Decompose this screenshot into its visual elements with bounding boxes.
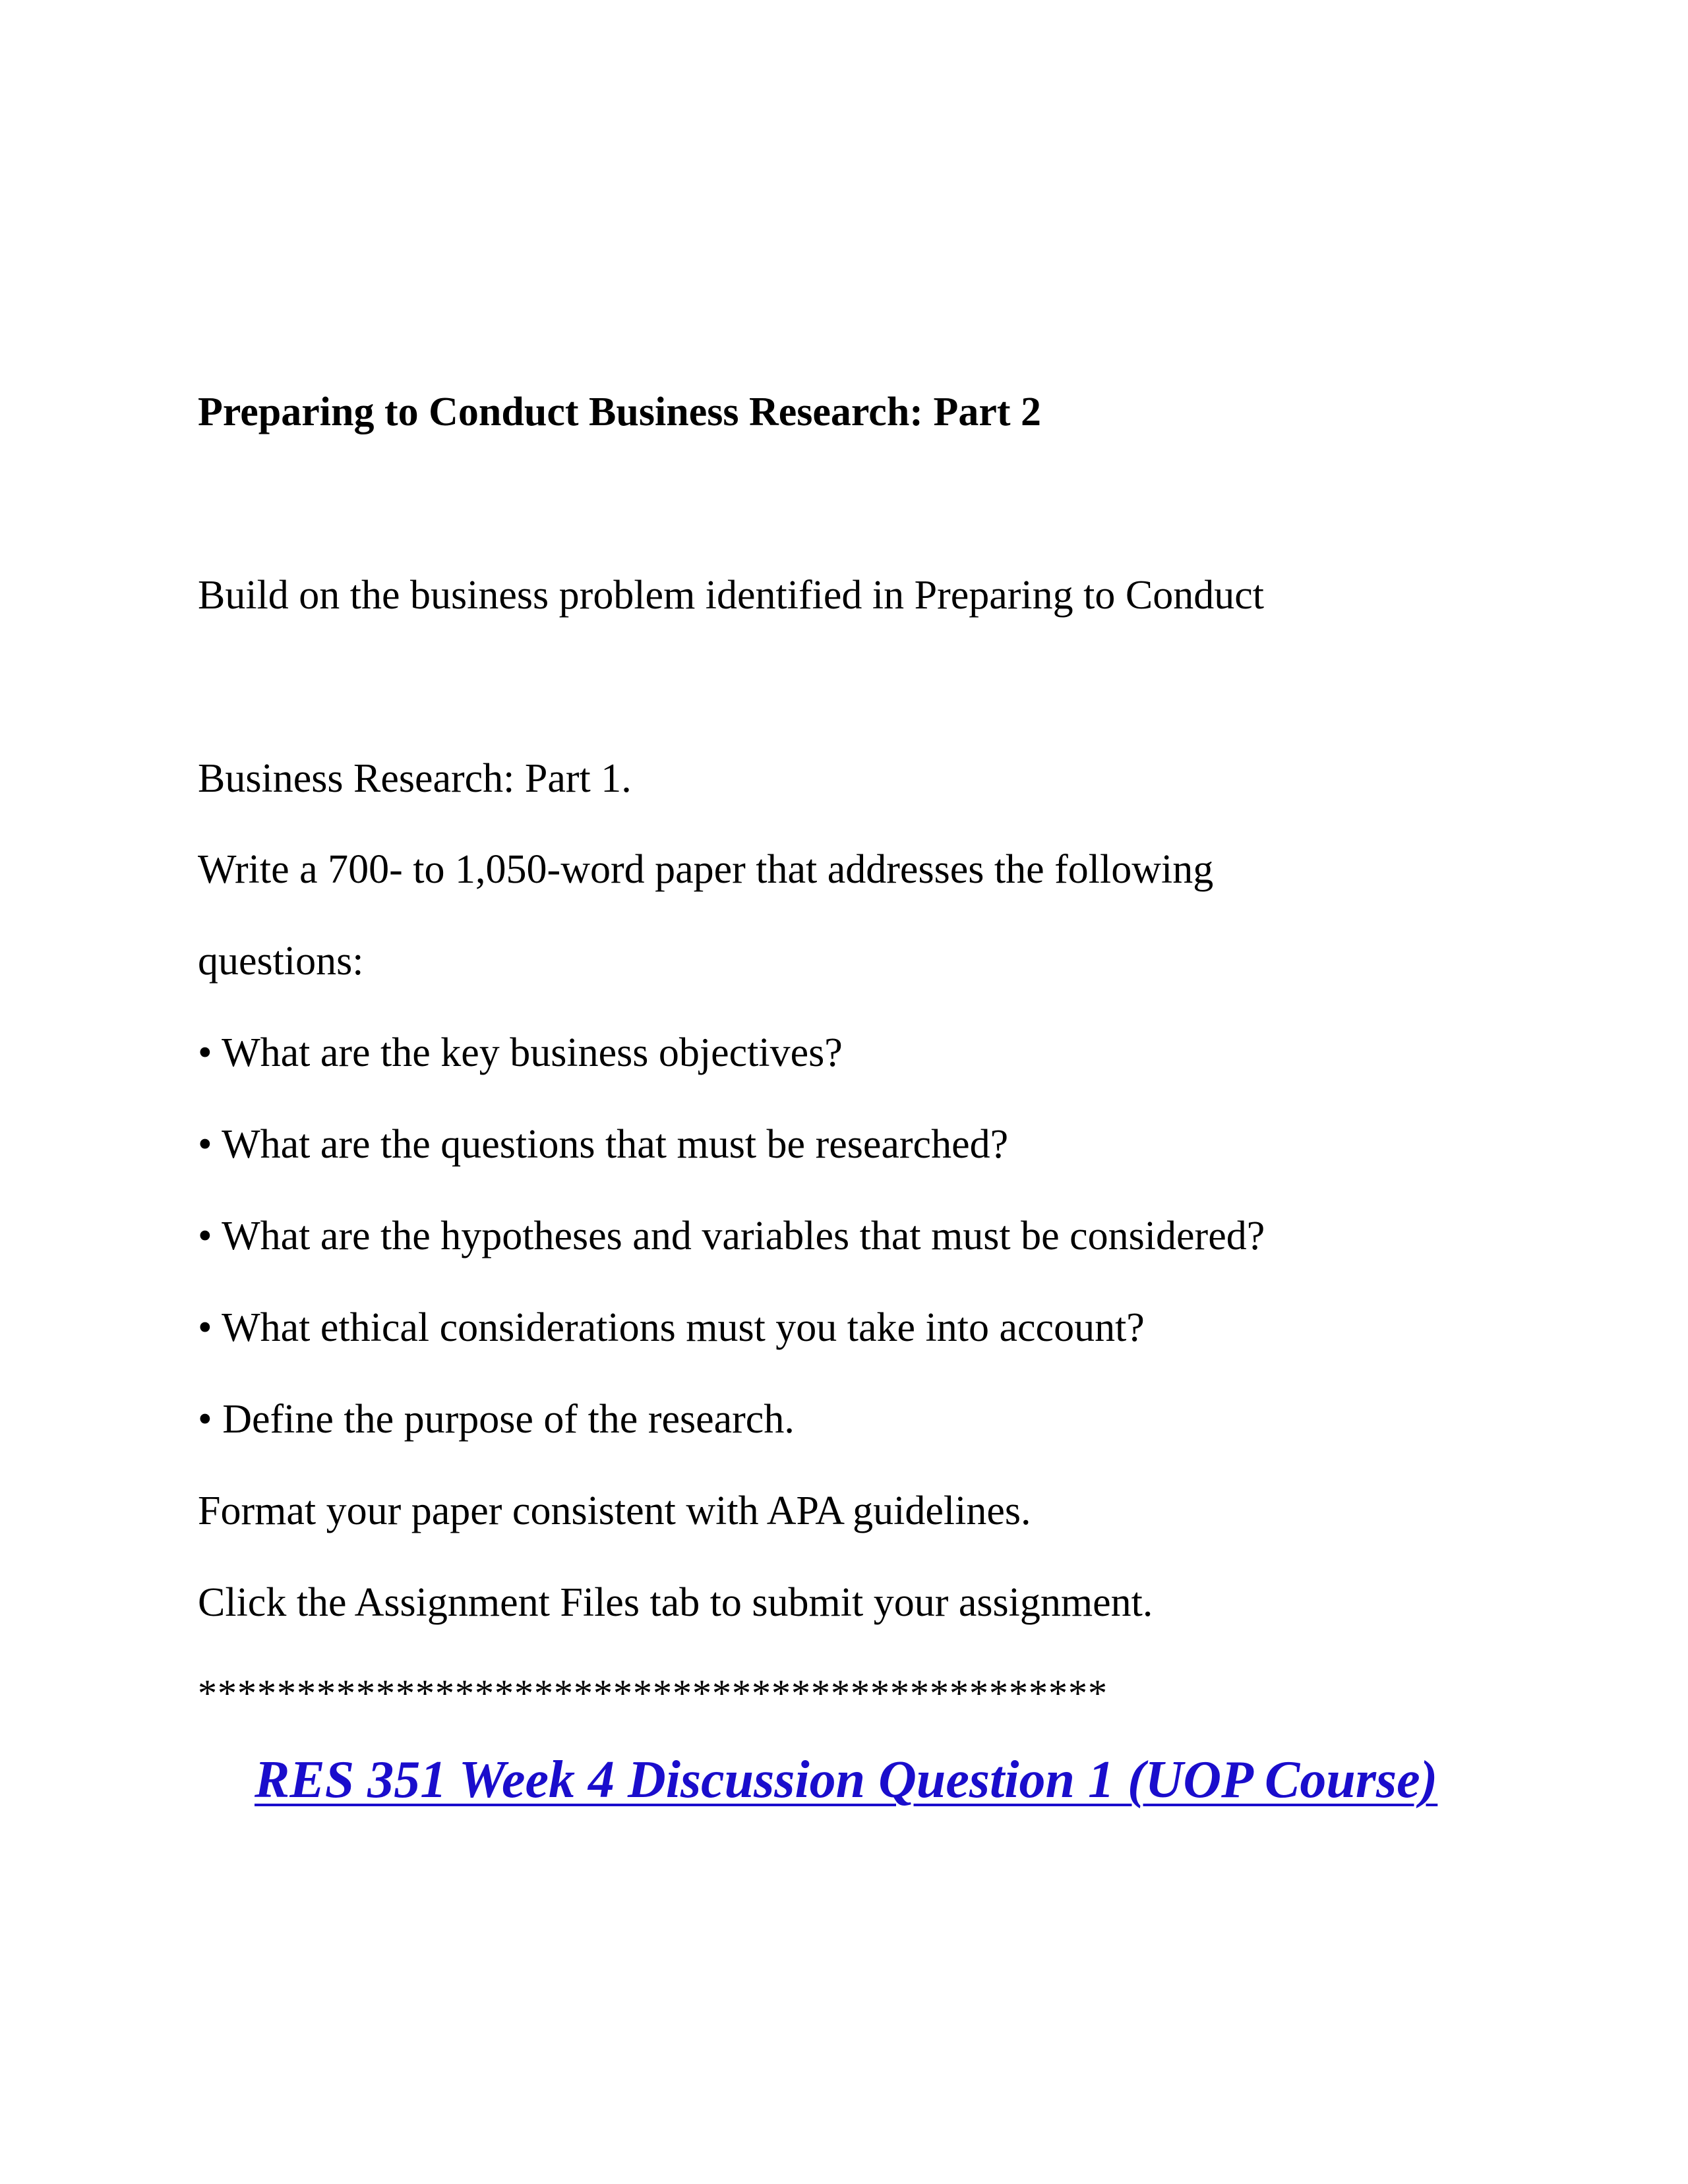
bullet-item: • What are the hypotheses and variables that must be considered?	[198, 1214, 1265, 1258]
bullet-item: • What ethical considerations must you take into account?	[198, 1305, 1145, 1350]
separator-line: **********************************************	[198, 1672, 1108, 1715]
submit-note: Click the Assignment Files tab to submit your assignment.	[198, 1580, 1153, 1625]
course-link[interactable]: RES 351 Week 4 Discussion Question 1 (UOP Course)	[255, 1751, 1438, 1809]
document-title: Preparing to Conduct Business Research: Part 2	[198, 390, 1041, 434]
format-note: Format your paper consistent with APA guidelines.	[198, 1489, 1031, 1533]
bullet-item: • What are the questions that must be researched?	[198, 1122, 1009, 1167]
instruction-line-1: Write a 700- to 1,050-word paper that addresses the following	[198, 847, 1214, 892]
intro-line-1: Build on the business problem identified in Preparing to Conduct	[198, 573, 1264, 618]
bullet-item: • What are the key business objectives?	[198, 1030, 843, 1075]
intro-line-2: Business Research: Part 1.	[198, 756, 632, 801]
bullet-item: • Define the purpose of the research.	[198, 1397, 795, 1442]
instruction-line-2: questions:	[198, 939, 364, 984]
